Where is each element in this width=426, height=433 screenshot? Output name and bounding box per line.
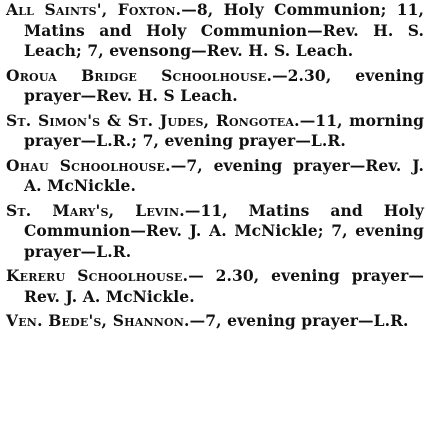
service-notices-column [6, 0, 424, 336]
church-name: Ven. Bede's, Shannon. [6, 311, 190, 330]
service-times: —7, evening prayer—Rev. J. A. McNickle. [24, 155, 424, 195]
service-times: —11, morning prayer—L.R.; 7, evening prayer—L.R. [24, 110, 425, 150]
service-entry-foxton [6, 0, 424, 62]
church-name: Kereru Schoolhouse. [6, 266, 189, 285]
church-name: St. Simon's & St. Judes, Rongotea. [6, 110, 300, 130]
service-entry-levin [6, 201, 424, 263]
service-times: —7, evening prayer—L.R. [189, 311, 409, 330]
church-name: Oroua Bridge Schoolhouse. [6, 65, 273, 85]
service-entry-ohau [6, 156, 424, 197]
church-name: St. Mary's, Levin. [6, 200, 185, 220]
service-times: —2.30, evening prayer—Rev. H. S Leach. [24, 65, 425, 105]
church-name: Ohau Schoolhouse. [6, 155, 171, 175]
service-entry-rongotea [6, 111, 424, 152]
service-entry-shannon [6, 311, 424, 332]
service-times: —11, Matins and Holy Communion—Rev. J. A. McNickle; 7, evening prayer—L.R. [24, 200, 424, 261]
service-times: —8, Holy Communion; 11, Matins and Holy Communion—Rev. H. S. Leach; 7, evensong—Rev. H. S. Leach. [24, 0, 424, 60]
service-entry-kereru [6, 266, 424, 307]
church-name: All Saints', Foxton. [6, 0, 182, 19]
service-times: — 2.30, evening prayer—Rev. J. A. McNickle. [24, 266, 424, 306]
service-entry-oroua-bridge [6, 66, 424, 107]
